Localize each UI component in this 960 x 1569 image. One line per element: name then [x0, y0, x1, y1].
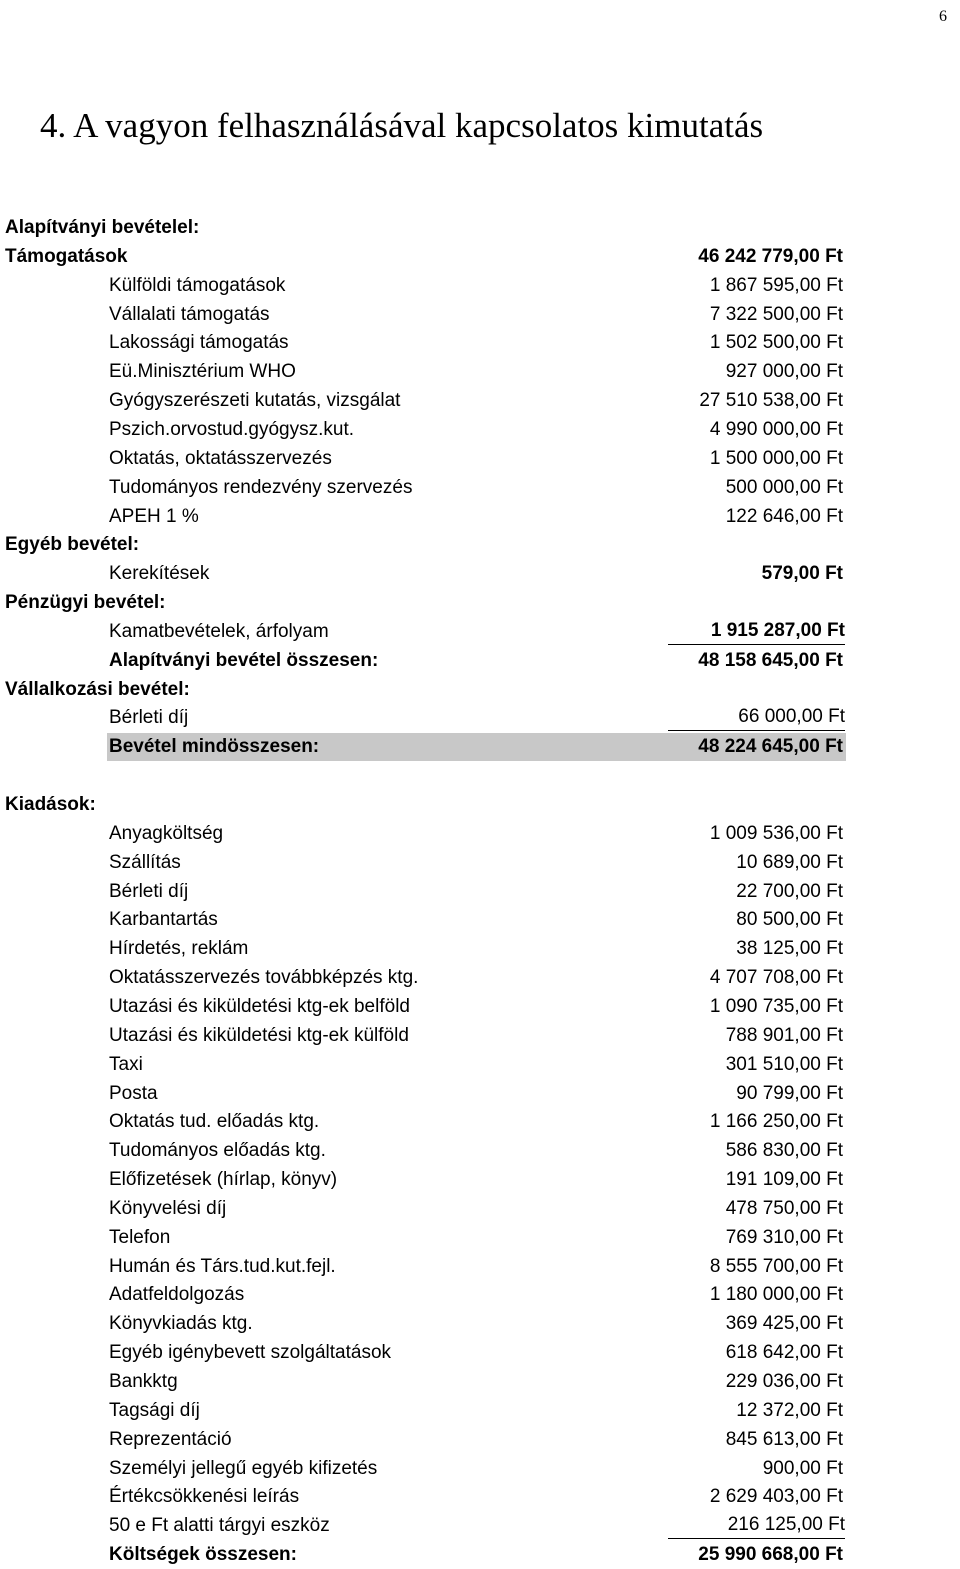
- row-label: Kerekítések: [109, 563, 210, 585]
- table-row: [0, 328, 960, 357]
- table-row: [0, 588, 960, 617]
- row-amount: 46 242 779,00 Ft: [698, 245, 843, 267]
- row-amount: 66 000,00 Ft: [668, 703, 845, 731]
- row-amount: 80 500,00 Ft: [736, 909, 843, 931]
- table-row: [0, 646, 960, 675]
- row-amount: 301 510,00 Ft: [725, 1053, 843, 1075]
- table-row: [0, 963, 960, 992]
- row-label: Bevétel mindösszesen:: [109, 736, 320, 758]
- row-label: Alapítványi bevételel:: [5, 217, 200, 238]
- row-label: APEH 1 %: [109, 505, 199, 527]
- page-title: 4. A vagyon felhasználásával kapcsolatos kimutatás: [40, 106, 764, 145]
- row-amount: 618 642,00 Ft: [725, 1342, 843, 1364]
- table-row: [0, 992, 960, 1021]
- table-row: [0, 761, 960, 790]
- row-amount: 12 372,00 Ft: [736, 1399, 843, 1421]
- row-amount: 1 009 536,00 Ft: [709, 822, 843, 844]
- row-amount: 4 990 000,00 Ft: [709, 418, 843, 440]
- table-row: [0, 1079, 960, 1108]
- row-label: Könyvkiadás ktg.: [109, 1313, 253, 1335]
- row-amount: 586 830,00 Ft: [725, 1140, 843, 1162]
- row-amount: 579,00 Ft: [761, 563, 843, 585]
- row-label: Bérleti díj: [109, 880, 189, 902]
- row-label: Előfizetések (hírlap, könyv): [109, 1169, 338, 1191]
- row-label: Kamatbevételek, árfolyam: [109, 620, 329, 642]
- table-row: [0, 1021, 960, 1050]
- row-amount: 369 425,00 Ft: [725, 1313, 843, 1335]
- table-row: [0, 848, 960, 877]
- table-row: [0, 877, 960, 906]
- row-label: Posta: [109, 1082, 158, 1104]
- row-amount: 1 502 500,00 Ft: [709, 332, 843, 354]
- row-amount: 8 555 700,00 Ft: [709, 1255, 843, 1277]
- row-label: Tagsági díj: [109, 1399, 200, 1421]
- row-amount: 900,00 Ft: [762, 1457, 843, 1479]
- row-label: Támogatások: [5, 245, 128, 267]
- table-row: [0, 473, 960, 502]
- table-row: [0, 732, 960, 761]
- table-row: [0, 1309, 960, 1338]
- row-label: Oktatásszervezés továbbképzés ktg.: [109, 967, 419, 989]
- row-amount: 2 629 403,00 Ft: [709, 1486, 843, 1508]
- table-row: [0, 444, 960, 473]
- table-row: [0, 819, 960, 848]
- row-amount: 4 707 708,00 Ft: [709, 967, 843, 989]
- table-row: [0, 675, 960, 704]
- row-label: Gyógyszerészeti kutatás, vizsgálat: [109, 390, 401, 412]
- row-label: Hírdetés, reklám: [109, 938, 249, 960]
- table-row: [0, 1511, 960, 1540]
- row-label: Lakossági támogatás: [109, 332, 289, 354]
- table-row: [0, 934, 960, 963]
- table-row: [0, 502, 960, 531]
- table-row: [0, 1367, 960, 1396]
- table-row: [0, 1165, 960, 1194]
- row-amount: 48 224 645,00 Ft: [698, 736, 843, 758]
- table-row: [0, 1338, 960, 1367]
- table-row: [0, 1136, 960, 1165]
- row-label: Költségek összesen:: [109, 1544, 297, 1566]
- row-label: Pszich.orvostud.gyógysz.kut.: [109, 418, 354, 440]
- row-label: Vállalkozási bevétel:: [5, 678, 190, 700]
- row-label: Humán és Társ.tud.kut.fejl.: [109, 1255, 336, 1277]
- row-label: Bérleti díj: [109, 707, 189, 729]
- row-amount: 1 867 595,00 Ft: [709, 274, 843, 296]
- table-row: [0, 1454, 960, 1483]
- row-amount: 48 158 645,00 Ft: [698, 649, 843, 671]
- row-amount: 216 125,00 Ft: [668, 1511, 845, 1539]
- row-label: Taxi: [109, 1053, 143, 1075]
- table-row: [0, 530, 960, 559]
- row-amount: 1 166 250,00 Ft: [709, 1111, 843, 1133]
- row-label: 50 e Ft alatti tárgyi eszköz: [109, 1515, 330, 1537]
- row-label: Telefon: [109, 1226, 171, 1248]
- table-row: [0, 1223, 960, 1252]
- row-amount: 478 750,00 Ft: [725, 1197, 843, 1219]
- table-row: [0, 1280, 960, 1309]
- table-row: [0, 703, 960, 732]
- row-label: Tudományos előadás ktg.: [109, 1140, 326, 1162]
- row-amount: 90 799,00 Ft: [736, 1082, 843, 1104]
- row-label: Tudományos rendezvény szervezés: [109, 476, 413, 498]
- row-amount: 769 310,00 Ft: [725, 1226, 843, 1248]
- table-row: [0, 213, 960, 242]
- row-amount: 845 613,00 Ft: [725, 1428, 843, 1450]
- table-row: [0, 271, 960, 300]
- row-label: Adatfeldolgozás: [109, 1284, 245, 1306]
- row-amount: 1 180 000,00 Ft: [709, 1284, 843, 1306]
- row-label: Személyi jellegű egyéb kifizetés: [109, 1457, 378, 1479]
- table-row: [0, 790, 960, 819]
- row-amount: 788 901,00 Ft: [725, 1024, 843, 1046]
- row-amount: 191 109,00 Ft: [725, 1169, 843, 1191]
- row-label: Utazási és kiküldetési ktg-ek külföld: [109, 1024, 409, 1046]
- row-amount: 10 689,00 Ft: [736, 851, 843, 873]
- row-amount: 27 510 538,00 Ft: [699, 390, 843, 412]
- table-row: [0, 1540, 960, 1569]
- row-amount: 1 090 735,00 Ft: [709, 995, 843, 1017]
- row-label: Kiadások:: [5, 794, 96, 815]
- table-row: [0, 357, 960, 386]
- row-label: Egyéb bevétel:: [5, 534, 140, 556]
- row-label: Vállalati támogatás: [109, 303, 270, 325]
- row-label: Bankktg: [109, 1371, 178, 1392]
- row-label: Oktatás, oktatásszervezés: [109, 447, 332, 469]
- row-label: Karbantartás: [109, 909, 218, 931]
- row-amount: 38 125,00 Ft: [736, 938, 843, 960]
- row-label: Alapítványi bevétel összesen:: [109, 649, 379, 671]
- table-row: [0, 905, 960, 934]
- row-amount: 7 322 500,00 Ft: [709, 303, 843, 325]
- table-row: [0, 242, 960, 271]
- table-row: [0, 386, 960, 415]
- table-row: [0, 1194, 960, 1223]
- row-label: Szállítás: [109, 851, 181, 873]
- row-amount: 229 036,00 Ft: [725, 1371, 843, 1392]
- row-label: Eü.Minisztérium WHO: [109, 361, 296, 383]
- row-label: Könyvelési díj: [109, 1197, 227, 1219]
- row-amount: 500 000,00 Ft: [725, 476, 843, 498]
- row-label: Oktatás tud. előadás ktg.: [109, 1111, 320, 1133]
- row-label: Egyéb igénybevett szolgáltatások: [109, 1342, 392, 1364]
- table-row: [0, 1396, 960, 1425]
- table-row: [0, 1425, 960, 1454]
- row-label: Anyagköltség: [109, 822, 224, 844]
- table-row: [0, 1107, 960, 1136]
- row-label: Utazási és kiküldetési ktg-ek belföld: [109, 995, 410, 1017]
- row-label: Külföldi támogatások: [109, 274, 286, 296]
- row-amount: 122 646,00 Ft: [725, 505, 843, 527]
- table-row: [0, 1050, 960, 1079]
- table-row: [0, 559, 960, 588]
- table-row: [0, 1252, 960, 1281]
- row-amount: 927 000,00 Ft: [725, 361, 843, 383]
- row-amount: 1 500 000,00 Ft: [709, 447, 843, 469]
- table-row: [0, 617, 960, 646]
- row-label: Pénzügyi bevétel:: [5, 592, 166, 614]
- table-row: [0, 1482, 960, 1511]
- row-amount: 1 915 287,00 Ft: [668, 617, 845, 645]
- page-number: 6: [939, 8, 947, 25]
- row-label: Értékcsökkenési leírás: [109, 1486, 300, 1508]
- row-amount: 25 990 668,00 Ft: [698, 1544, 843, 1566]
- table-row: [0, 415, 960, 444]
- row-label: Reprezentáció: [109, 1428, 232, 1450]
- row-amount: 22 700,00 Ft: [736, 880, 843, 902]
- table-row: [0, 300, 960, 329]
